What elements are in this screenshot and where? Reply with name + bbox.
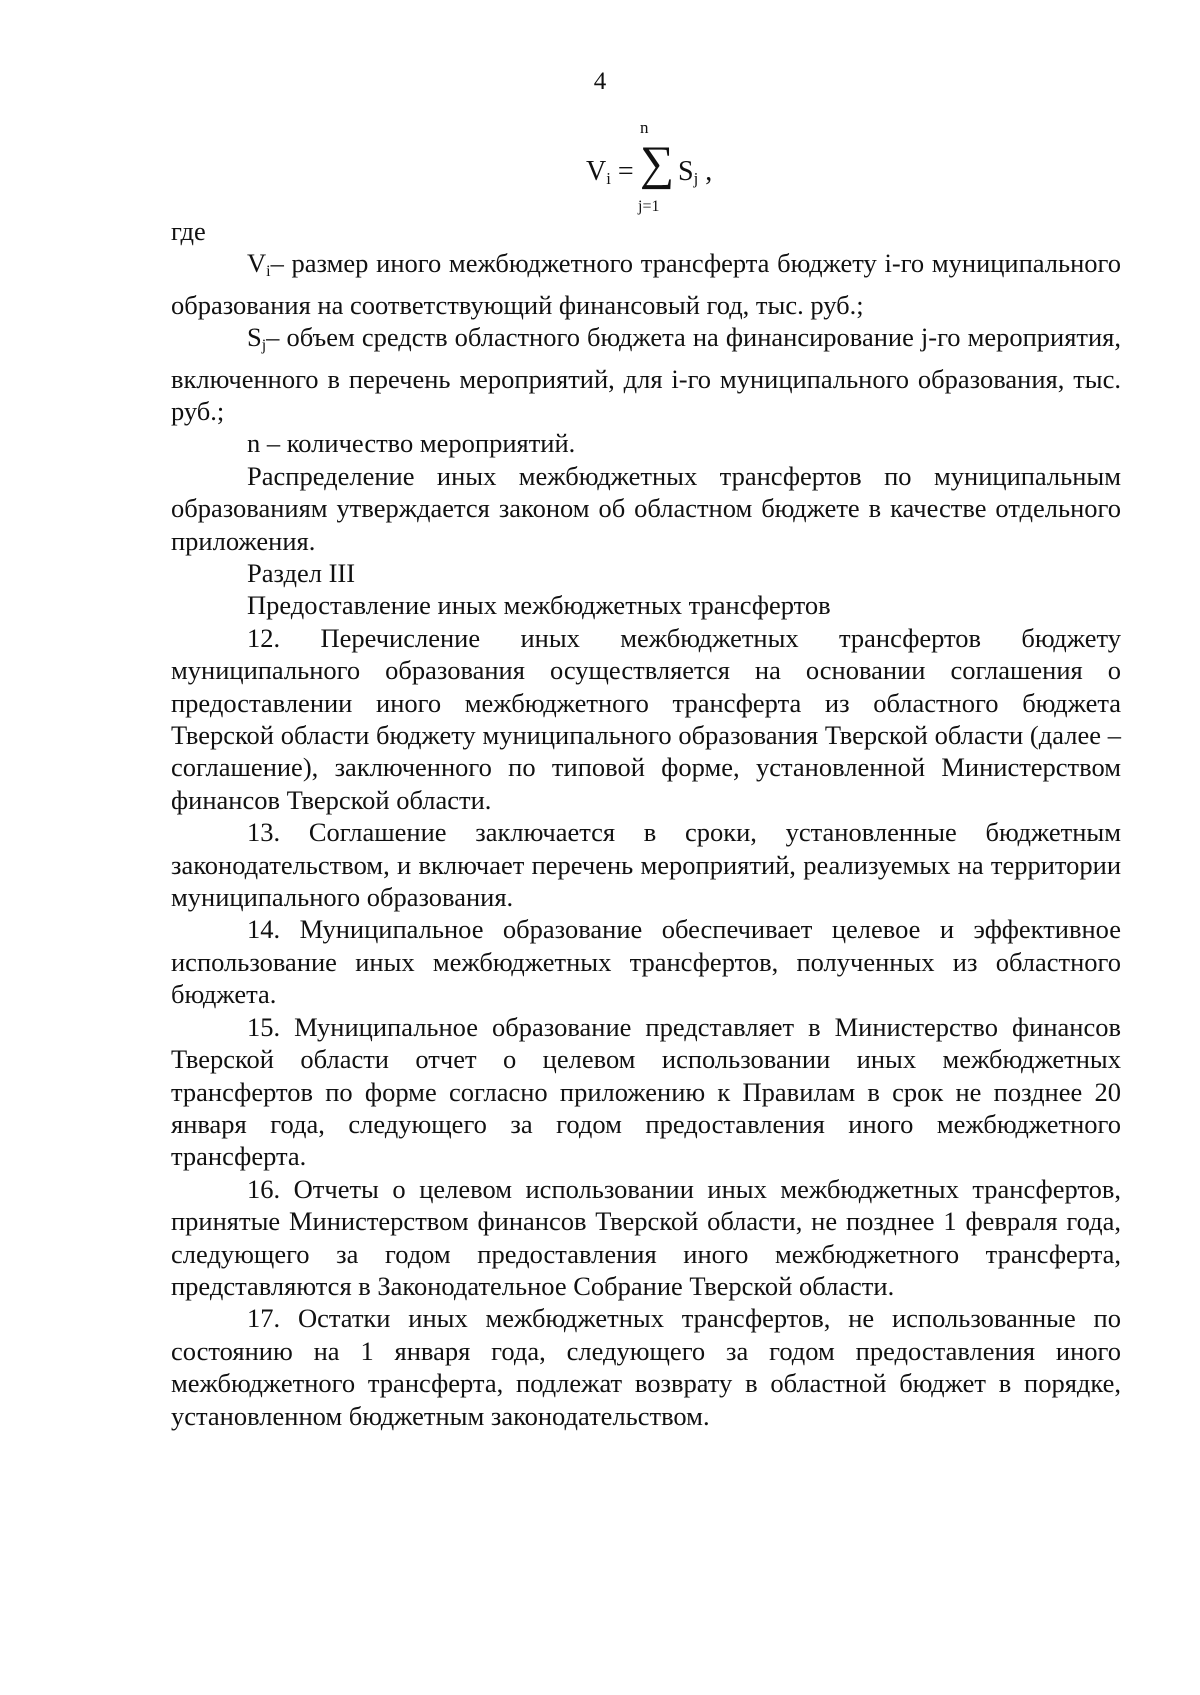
formula-rhs-sub: j: [693, 169, 699, 189]
paragraph-12: 12. Перечисление иных межбюджетных трансфертов бюджету муниципального образования осуществляется на основании соглашения о предоставлении иного межбюджетного трансферта из областного бюджета Тверской области бюджету муниципального образования Тверской области (далее – соглашение), заключенного по типовой форме, установленной Министерством финансов Тверской области.: [171, 622, 1121, 815]
distribution-paragraph: Распределение иных межбюджетных трансфертов по муниципальным образованиям утверждается законом об областном бюджете в качестве отдельного приложения.: [171, 460, 1121, 556]
definition-v-symbol: V: [247, 248, 267, 279]
formula-upper-limit: n: [640, 118, 649, 137]
sigma-symbol: ∑: [640, 137, 675, 190]
paragraph-16: 16. Отчеты о целевом использовании иных межбюджетных трансфертов, принятые Министерством финансов Тверской области, не позднее 1 февраля года, следующего за годом предоставления иного межбюджетного трансферта, представляются в Законодательное Собрание Тверской области.: [171, 1173, 1121, 1301]
formula-rhs-var: S: [678, 156, 694, 187]
paragraph-17: 17. Остатки иных межбюджетных трансфертов, не использованные по состоянию на 1 января года, следующего за годом предоставления иного межбюджетного трансферта, подлежат возврату в областной бюджет в порядке, установленном бюджетным законодательством.: [171, 1303, 1121, 1431]
formula-lhs-sub: i: [606, 169, 611, 189]
definition-v: [171, 247, 1121, 321]
formula-lhs: [586, 156, 634, 189]
definition-n: n – количество мероприятий.: [247, 428, 576, 459]
definition-s-symbol: S: [247, 322, 262, 353]
definition-s-sub: j: [261, 337, 267, 355]
formula-equals: =: [617, 156, 634, 187]
section-title: Предоставление иных межбюджетных трансфертов: [247, 590, 831, 621]
document-body: [171, 215, 1121, 1432]
definition-s-text: – объем средств областного бюджета на финансирование j-го мероприятия, включенного в перечень мероприятий, для i-го муниципального образования, тыс. руб.;: [171, 322, 1121, 426]
formula-lhs-var: V: [586, 156, 607, 187]
where-label: где: [171, 216, 206, 246]
formula-trailing: ,: [698, 156, 713, 187]
page-number: 4: [593, 68, 607, 95]
definition-v-sub: i: [266, 263, 271, 281]
summation-formula: [580, 118, 740, 218]
paragraph-14: 14. Муниципальное образование обеспечивает целевое и эффективное использование иных межбюджетных трансфертов, полученных из областного бюджета.: [171, 914, 1121, 1010]
paragraph-15: 15. Муниципальное образование представляет в Министерство финансов Тверской области отчет о целевом использовании иных межбюджетных трансфертов по форме согласно приложению к Правилам в срок не позднее 20 января года, следующего за годом предоставления иного межбюджетного трансферта.: [171, 1011, 1121, 1172]
definition-v-text: – размер иного межбюджетного трансферта бюджету i-го муниципального образования на соответствующий финансовый год, тыс. руб.;: [171, 248, 1121, 320]
formula-rhs: [678, 156, 712, 189]
section-number: Раздел III: [247, 558, 356, 588]
paragraph-13: 13. Соглашение заключается в сроки, установленные бюджетным законодательством, и включает перечень мероприятий, реализуемых на территории муниципального образования.: [171, 817, 1121, 913]
formula-lower-limit: j=1: [638, 198, 660, 215]
definition-s: [171, 321, 1121, 427]
